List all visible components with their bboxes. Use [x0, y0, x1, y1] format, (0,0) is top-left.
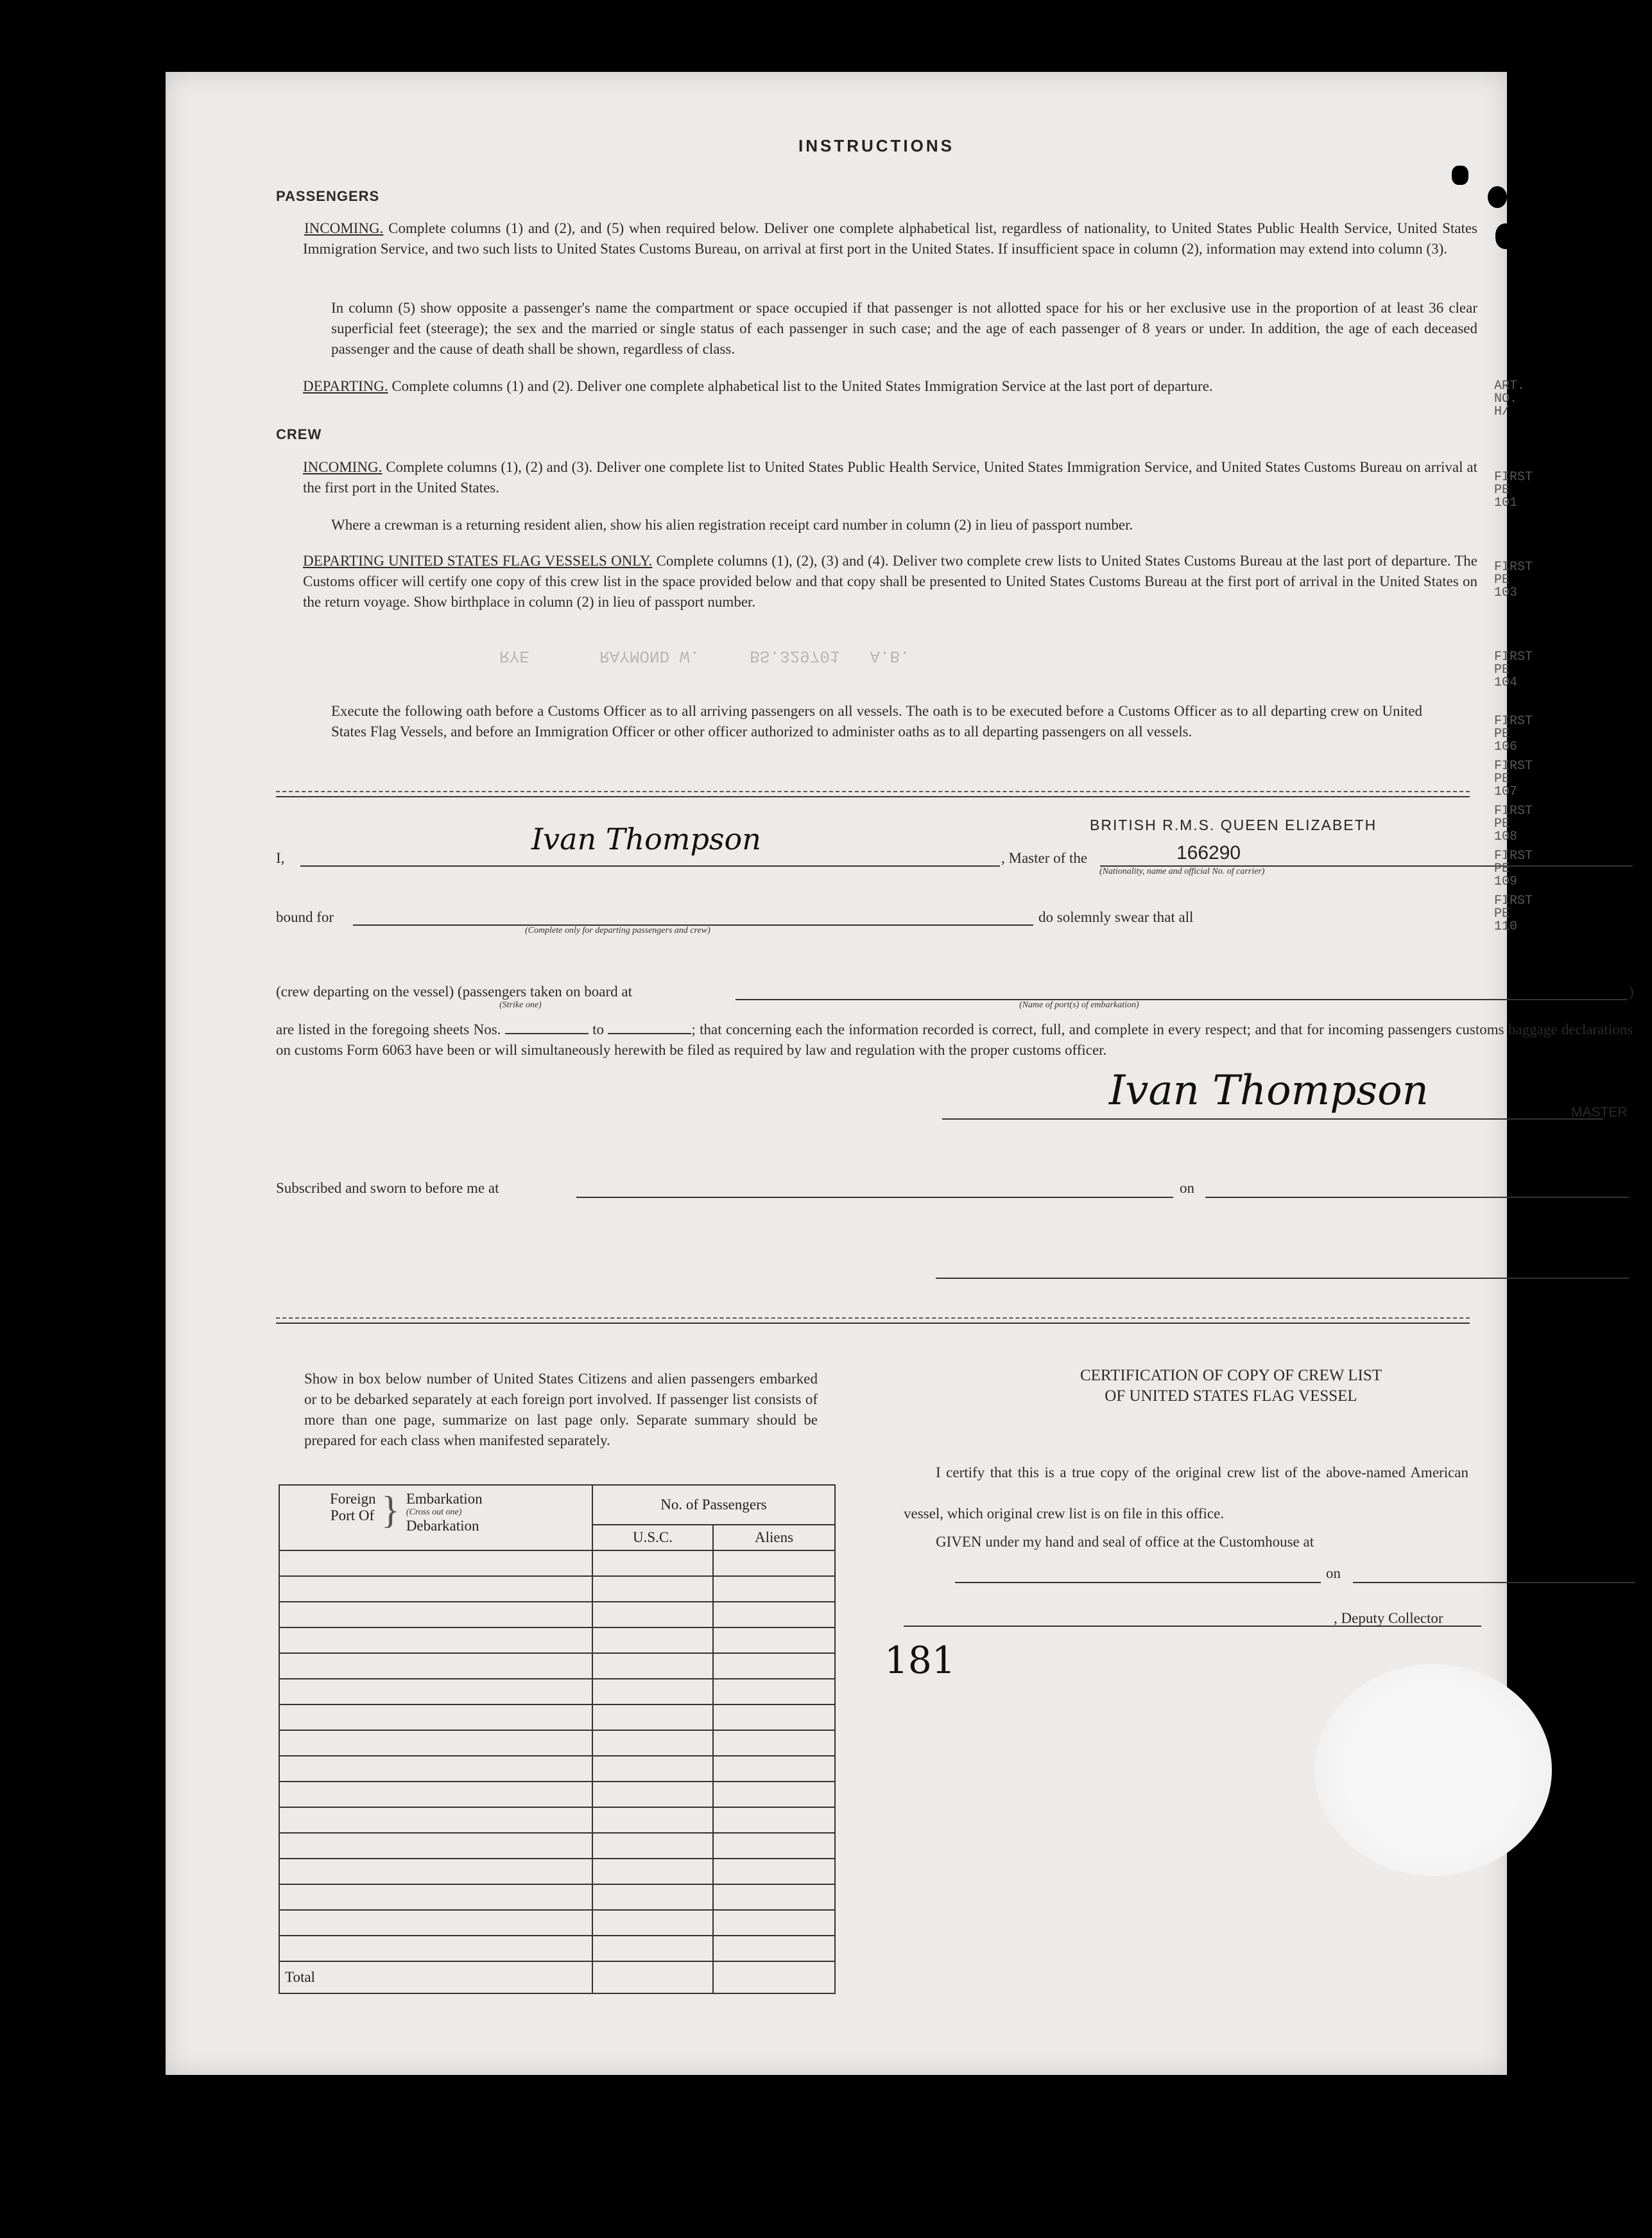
- side-label: H/: [1494, 404, 1510, 419]
- table-total-row: [279, 1961, 835, 1993]
- subscribed-text: Subscribed and sworn to before me at: [276, 1180, 499, 1196]
- listed-to: to: [592, 1021, 605, 1037]
- table-row[interactable]: [279, 1550, 835, 1576]
- vessel-name: BRITISH R.M.S. QUEEN ELIZABETH: [1090, 817, 1377, 833]
- certify-text: I certify that this is a true copy of the original crew list of the above-named American vessel, which original crew list is on file in this office.: [904, 1464, 1468, 1522]
- table-row[interactable]: [279, 1576, 835, 1602]
- oath-crew-departing: (crew departing on the vessel) (passengers taken on board at: [276, 984, 632, 1000]
- customhouse-line[interactable]: [955, 1582, 1321, 1583]
- side-label: 109: [1494, 874, 1518, 889]
- divider: [276, 1317, 1470, 1319]
- box-instructions: Show in box below number of United States Citizens and alien passengers embarked or to be debarked separately at each foreign port involved. If passenger list consists of more than one page, summarize on last page only. Separate summary should be prepared for each class when manifested separately.: [304, 1371, 818, 1448]
- subscribed-on: on: [1180, 1180, 1194, 1196]
- side-label: FIRST: [1494, 714, 1533, 729]
- header-no-passengers: No. of Passengers: [592, 1485, 835, 1525]
- close-paren: ): [1629, 984, 1634, 1000]
- passengers-departing: [303, 376, 1477, 397]
- bound-caption: (Complete only for departing passengers and crew): [525, 926, 710, 935]
- oath-master-of-the: , Master of the: [1001, 850, 1088, 866]
- brace: }: [381, 1489, 400, 1531]
- side-label: ART.: [1494, 379, 1526, 394]
- header-usc: U.S.C.: [592, 1525, 713, 1550]
- oath-do-swear: do solemnly swear that all: [1038, 909, 1194, 925]
- side-label: FIRST: [1494, 560, 1533, 575]
- divider: [276, 796, 1470, 797]
- side-label: 106: [1494, 740, 1518, 754]
- table-row[interactable]: [279, 1756, 835, 1782]
- table-row[interactable]: [279, 1705, 835, 1730]
- scan-speck: [1452, 166, 1468, 185]
- master-name-line[interactable]: [300, 865, 1000, 867]
- side-label: PE: [1494, 772, 1510, 786]
- side-label: PE: [1494, 817, 1510, 831]
- listed-text-2: ; that concerning each the information recorded is correct, full, and complete in every respect; and that for incoming passengers customs baggage declarations on customs Form 6063 have been or will simultaneously herewith be filed as required by law and regulation with the proper customs officer.: [276, 1021, 1633, 1058]
- master-signature-1: Ivan Thompson: [531, 822, 761, 856]
- crew-incoming-label: INCOMING.: [303, 459, 383, 475]
- table-row[interactable]: [279, 1782, 835, 1807]
- passengers-incoming-label: INCOMING.: [304, 220, 384, 236]
- passengers-departing-text: Complete columns (1) and (2). Deliver one complete alphabetical list to the United States Immigration Service at the last port of departure.: [391, 378, 1213, 394]
- header-aliens: Aliens: [713, 1525, 835, 1550]
- oath-bound-for: bound for: [276, 909, 334, 925]
- crew-incoming: [303, 457, 1477, 498]
- table-row[interactable]: [279, 1602, 835, 1627]
- certification-heading-2: OF UNITED STATES FLAG VESSEL: [1105, 1387, 1357, 1405]
- listed-text-1: are listed in the foregoing sheets Nos.: [276, 1021, 501, 1037]
- passengers-incoming-text: Complete columns (1) and (2), and (5) when required below. Deliver one complete alphabetical list, regardless of nationality, to United States Public Health Service, United States Immigration Service, and two such lists to United States Customs Bureau, on arrival at first port in the United States. If insufficient space in column (2), information may extend into column (3).: [303, 220, 1478, 257]
- master-signature-line[interactable]: [942, 1118, 1603, 1120]
- oath-listed-text: [276, 1019, 1633, 1061]
- subscribed-place-line[interactable]: [576, 1197, 1173, 1198]
- table-row[interactable]: [279, 1679, 835, 1705]
- document-page: [166, 72, 1634, 2075]
- divider: [276, 791, 1470, 792]
- header-debarkation: Debarkation: [406, 1518, 479, 1534]
- side-label: FIRST: [1494, 759, 1533, 774]
- side-label: FIRST: [1494, 849, 1533, 863]
- passengers-incoming: [303, 218, 1477, 259]
- scan-speck: [1495, 223, 1517, 249]
- side-label: FIRST: [1494, 650, 1533, 664]
- deputy-collector: , Deputy Collector: [1334, 1610, 1443, 1626]
- table-row[interactable]: [279, 1859, 835, 1884]
- passenger-summary-table: [279, 1484, 836, 1994]
- certification-on: on: [1326, 1565, 1341, 1581]
- table-row[interactable]: [279, 1936, 835, 1961]
- crew-incoming-text: Complete columns (1), (2) and (3). Deliver one complete list to United States Public Health Service, United States Immigration Service, and United States Customs Bureau on arrival at the first port in the United States.: [303, 459, 1478, 496]
- crew-departing-label: DEPARTING UNITED STATES FLAG VESSELS ONLY.: [303, 553, 653, 569]
- nationality-caption: (Nationality, name and official No. of carrier): [1099, 867, 1265, 876]
- header-embarkation: Embarkation: [406, 1491, 483, 1507]
- embossed-seal: [1314, 1664, 1552, 1876]
- table-header-port: [279, 1485, 592, 1550]
- side-label: PE: [1494, 727, 1510, 742]
- certification-date-line[interactable]: [1353, 1582, 1635, 1583]
- oath-intro: Execute the following oath before a Customs Officer as to all arriving passengers on all vessels. The oath is to be executed before a Customs Officer as to all departing crew on United States Flag Vessels, and before an Immigration Officer or other officer authorized to administer oaths as to all departing passengers on all vessels.: [331, 703, 1422, 740]
- side-label: FIRST: [1494, 470, 1533, 485]
- bleed-through-text: RYE RAYMOND W. BS.329701 A.B.: [499, 646, 910, 666]
- subscribed-date-line[interactable]: [1205, 1197, 1629, 1198]
- crew-heading: CREW: [276, 426, 322, 442]
- side-label: 107: [1494, 785, 1518, 799]
- table-row[interactable]: [279, 1730, 835, 1756]
- certification-heading-1: CERTIFICATION OF COPY OF CREW LIST: [1080, 1367, 1382, 1384]
- side-label: FIRST: [1494, 894, 1533, 908]
- table-row[interactable]: [279, 1627, 835, 1653]
- passengers-departing-label: DEPARTING.: [303, 378, 388, 394]
- side-label: PE: [1494, 862, 1510, 876]
- side-label: NO.: [1494, 392, 1518, 406]
- side-label: PE: [1494, 906, 1510, 921]
- side-label: 108: [1494, 829, 1518, 844]
- total-label: Total: [279, 1961, 592, 1993]
- side-label: 103: [1494, 586, 1518, 600]
- side-labels-column: [1494, 380, 1552, 933]
- header-cross-out: (Cross out one): [406, 1507, 462, 1517]
- vessel-number: 166290: [1176, 842, 1241, 863]
- side-label: 110: [1494, 919, 1518, 934]
- scan-speck: [1488, 186, 1507, 208]
- ports-caption: (Name of port(s) of embarkation): [1019, 1000, 1139, 1010]
- side-label: 101: [1494, 496, 1518, 510]
- table-row[interactable]: [279, 1910, 835, 1936]
- side-label: 104: [1494, 675, 1518, 690]
- passengers-col5-text: In column (5) show opposite a passenger's name the compartment or space occupied if that passenger is not allotted space for his or her exclusive use in the proportion of at least 36 clear superficial feet (steerage); the sex and the married or single status of each passenger in such case; and the age of each passenger of 8 years or under. In addition, the age of each deceased passenger and the cause of death shall be shown, regardless of class.: [331, 300, 1477, 357]
- ports-line[interactable]: [736, 999, 1628, 1000]
- master-signature-2: Ivan Thompson: [1109, 1067, 1429, 1115]
- crew-departing-text: Complete columns (1), (2), (3) and (4). Deliver two complete crew lists to United States Customs Bureau at the last port of departure. The Customs officer will certify one copy of this crew list in the space provided below and that copy shall be presented to United States Customs Bureau at the first port of arrival in the United States on the return voyage. Show birthplace in column (2) in lieu of passport number.: [303, 553, 1478, 610]
- crew-resident-text: Where a crewman is a returning resident alien, show his alien registration receipt card number in column (2) in lieu of passport number.: [331, 517, 1133, 533]
- divider: [276, 1323, 1470, 1324]
- table-row[interactable]: [279, 1884, 835, 1910]
- table-row[interactable]: [279, 1833, 835, 1859]
- officer-signature-line[interactable]: [936, 1278, 1629, 1279]
- side-label: FIRST: [1494, 804, 1533, 819]
- oath-i-label: I,: [276, 850, 285, 866]
- page-title: INSTRUCTIONS: [798, 136, 954, 155]
- handwritten-number: 181: [884, 1638, 956, 1682]
- passengers-heading: PASSENGERS: [276, 188, 380, 204]
- master-label: MASTER: [1571, 1105, 1628, 1120]
- header-foreign-port: Foreign Port Of: [330, 1491, 376, 1523]
- table-row[interactable]: [279, 1653, 835, 1679]
- side-label: PE: [1494, 483, 1510, 498]
- side-label: PE: [1494, 573, 1510, 587]
- given-text: GIVEN under my hand and seal of office at the Customhouse at: [936, 1534, 1314, 1550]
- table-row[interactable]: [279, 1807, 835, 1833]
- side-label: PE: [1494, 663, 1510, 677]
- strike-one-caption: (Strike one): [499, 1000, 542, 1010]
- crew-departing: [303, 551, 1477, 612]
